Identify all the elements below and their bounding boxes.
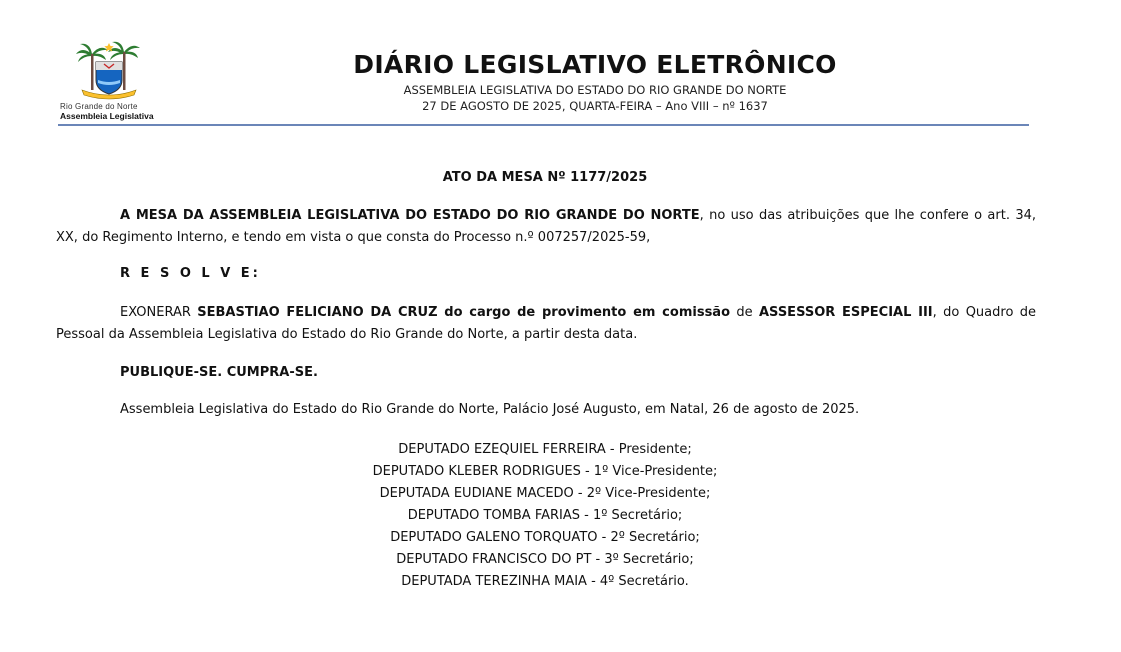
subtitle-institution: ASSEMBLEIA LEGISLATIVA DO ESTADO DO RIO GRANDE DO NORTE (403, 83, 787, 97)
decision-role: ASSESSOR ESPECIAL III (758, 305, 933, 320)
resolve-heading: R E S O L V E: (120, 266, 261, 281)
preamble-paragraph (56, 205, 1036, 249)
journal-subtitle (300, 82, 890, 114)
logo-institution-name: Assembleia Legislativa (60, 111, 154, 121)
preamble-text: , no uso das atribuições que lhe confere o art. 34, XX, do Regimento Interno, e tendo em vista o que consta do Processo n.º 007257/2025-59, (56, 208, 1036, 245)
signature-line: DEPUTADO TOMBA FARIAS - 1º Secretário; (407, 508, 683, 523)
decision-paragraph (56, 302, 1036, 346)
decision-verb: EXONERAR (120, 305, 198, 320)
signature-line: DEPUTADA TEREZINHA MAIA - 4º Secretário. (401, 574, 689, 589)
signature-line: DEPUTADO KLEBER RODRIGUES - 1º Vice-Presidente; (372, 464, 718, 479)
signatures-block (0, 439, 1090, 593)
preamble-bold: A MESA DA ASSEMBLEIA LEGISLATIVA DO ESTADO DO RIO GRANDE DO NORTE (120, 208, 700, 223)
decision-connector: de (730, 305, 759, 320)
closing-place-date: Assembleia Legislativa do Estado do Rio Grande do Norte, Palácio José Augusto, em Natal, 26 de agosto de 2025. (120, 402, 860, 417)
signature-line: DEPUTADO EZEQUIEL FERREIRA - Presidente; (398, 442, 692, 457)
publication-order: PUBLIQUE-SE. CUMPRA-SE. (120, 365, 318, 380)
subtitle-edition: 27 DE AGOSTO DE 2025, QUARTA-FEIRA – Ano VIII – nº 1637 (422, 99, 768, 113)
decision-rest: , do Quadro de Pessoal da Assembleia Legislativa do Estado do Rio Grande do Norte, a partir desta data. (56, 305, 1037, 342)
signature-line: DEPUTADO GALENO TORQUATO - 2º Secretário; (390, 530, 700, 545)
header-divider (58, 124, 1029, 126)
decision-name: SEBASTIAO FELICIANO DA CRUZ do cargo de provimento em comissão (197, 305, 731, 320)
signature-line: DEPUTADA EUDIANE MACEDO - 2º Vice-Presidente; (379, 486, 711, 501)
journal-title: DIÁRIO LEGISLATIVO ELETRÔNICO (353, 50, 837, 79)
signature-line: DEPUTADO FRANCISCO DO PT - 3º Secretário; (396, 552, 694, 567)
logo-state-name: Rio Grande do Norte (60, 102, 138, 111)
act-title: ATO DA MESA Nº 1177/2025 (442, 170, 648, 185)
